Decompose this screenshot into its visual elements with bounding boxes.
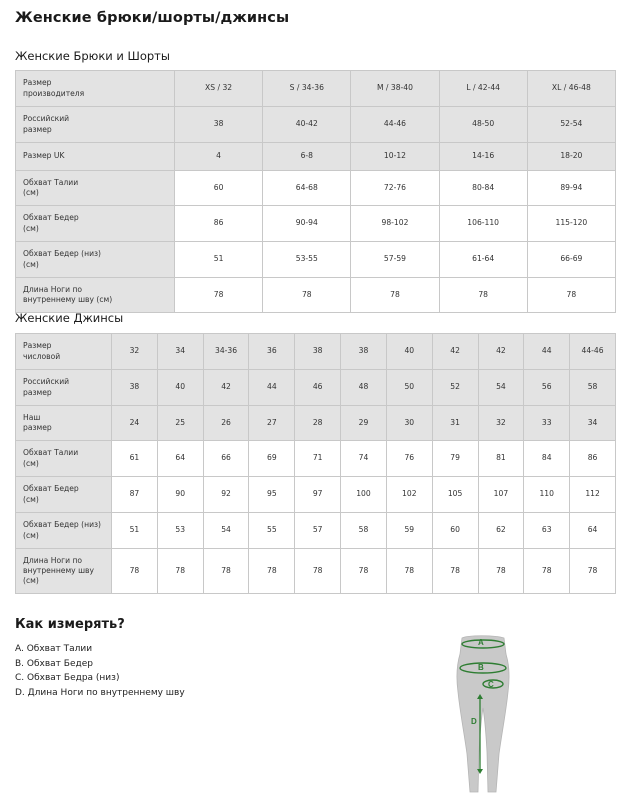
table-cell: 6-8 [263,143,351,171]
jeans-section-title: Женские Джинсы [15,311,124,325]
row-label-line: Обхват Бедер (низ) [23,520,102,530]
row-label [16,334,112,370]
pants-section-title: Женские Брюки и Шорты [15,49,170,63]
row-label [16,242,175,278]
table-cell: 59 [386,513,432,549]
table-cell: 60 [432,513,478,549]
table-cell: 102 [386,477,432,513]
row-label-line: Длина Ноги по [23,555,83,565]
table-cell: 57 [295,513,341,549]
table-cell: 84 [524,441,570,477]
table-row [16,513,616,549]
table-cell: 48-50 [439,107,527,143]
table-cell: 107 [478,477,524,513]
table-cell: 66 [203,441,249,477]
row-label-line: Обхват Талии [23,177,79,187]
table-row [16,370,616,406]
table-cell: 115-120 [527,206,615,242]
row-label-line: (см) [23,188,39,197]
table-cell: 112 [570,477,616,513]
table-cell: 98-102 [351,206,439,242]
row-label-line: Длина Ноги по [23,284,83,294]
table-cell: 44-46 [351,107,439,143]
table-cell: 34 [157,334,203,370]
table-cell: 78 [386,549,432,594]
table-cell: 78 [432,549,478,594]
table-cell: 44 [249,370,295,406]
table-cell: 106-110 [439,206,527,242]
row-label [16,549,112,594]
row-label [16,441,112,477]
row-label [16,71,175,107]
table-cell: 55 [249,513,295,549]
table-cell: 30 [386,406,432,441]
row-label-line: (см) [23,530,39,540]
table-cell: 78 [157,549,203,594]
table-cell: 86 [570,441,616,477]
row-label [16,513,112,549]
table-row [16,278,616,313]
table-cell: 60 [175,171,263,206]
table-cell: 89-94 [527,171,615,206]
table-cell: 81 [478,441,524,477]
row-label-line: числовой [23,351,61,361]
table-cell: 78 [203,549,249,594]
label-d: D [471,717,477,726]
table-cell: 53-55 [263,242,351,278]
table-cell: 110 [524,477,570,513]
page-title: Женские брюки/шорты/джинсы [15,10,290,26]
table-cell: 27 [249,406,295,441]
table-cell: 105 [432,477,478,513]
row-label-line: Обхват Бедер [23,213,79,223]
table-cell: 78 [351,278,439,313]
table-cell: 78 [341,549,387,594]
table-cell: 86 [175,206,263,242]
label-b: B [478,663,484,672]
table-cell: XL / 46-48 [527,71,615,107]
row-label-line: Российский [23,114,70,124]
table-cell: 32 [112,334,158,370]
measurement-item-c: C. Обхват Бедра (низ) [15,673,120,684]
table-cell: 76 [386,441,432,477]
table-cell: 52 [432,370,478,406]
row-label-line: внутреннему шву [23,565,95,575]
table-cell: 36 [249,334,295,370]
table-cell: 54 [478,370,524,406]
jeans-size-table [15,333,616,594]
row-label [16,143,175,171]
table-cell: 80-84 [439,171,527,206]
pants-size-table [15,70,616,313]
table-cell: 52-54 [527,107,615,143]
table-row [16,171,616,206]
table-cell: 61-64 [439,242,527,278]
table-row [16,71,616,107]
measurement-list [15,642,185,701]
table-cell: 38 [112,370,158,406]
table-cell: 97 [295,477,341,513]
table-cell: 78 [478,549,524,594]
row-label-line: Размер UK [23,151,65,161]
table-cell: 78 [249,549,295,594]
table-cell: 87 [112,477,158,513]
table-row [16,549,616,594]
table-cell: 29 [341,406,387,441]
table-cell: 92 [203,477,249,513]
table-cell: 51 [112,513,158,549]
body-silhouette [457,636,509,792]
table-cell: L / 42-44 [439,71,527,107]
table-cell: 78 [295,549,341,594]
row-label-line: Обхват Бедер [23,484,79,494]
table-cell: 95 [249,477,295,513]
table-cell: 42 [432,334,478,370]
table-cell: 58 [570,370,616,406]
row-label-line: (см) [23,223,39,233]
table-cell: 10-12 [351,143,439,171]
table-row [16,334,616,370]
row-label [16,206,175,242]
row-label-line: Обхват Бедер (низ) [23,249,102,259]
table-row [16,477,616,513]
measurement-item-a: A. Обхват Талии [15,644,93,654]
table-cell: 61 [112,441,158,477]
table-cell: 18-20 [527,143,615,171]
table-cell: 38 [341,334,387,370]
table-cell: 14-16 [439,143,527,171]
table-cell: XS / 32 [175,71,263,107]
table-cell: M / 38-40 [351,71,439,107]
table-row [16,441,616,477]
table-cell: 25 [157,406,203,441]
row-label-line: (см) [23,576,39,586]
row-label-line: Обхват Талии [23,448,79,458]
table-cell: 78 [175,278,263,313]
table-row [16,242,616,278]
table-cell: 38 [175,107,263,143]
table-cell: 24 [112,406,158,441]
table-cell: 34 [570,406,616,441]
table-cell: 48 [341,370,387,406]
table-cell: 34-36 [203,334,249,370]
row-label [16,406,112,441]
table-cell: 57-59 [351,242,439,278]
table-cell: 78 [570,549,616,594]
how-to-measure-title: Как измерять? [15,617,125,632]
table-cell: 28 [295,406,341,441]
table-cell: 100 [341,477,387,513]
table-cell: 74 [341,441,387,477]
row-label-line: Российский [23,377,70,387]
table-cell: 26 [203,406,249,441]
row-label-line: Размер [23,341,52,351]
table-cell: 54 [203,513,249,549]
table-row [16,206,616,242]
measurement-figure [440,632,530,798]
table-cell: 53 [157,513,203,549]
table-cell: 64 [570,513,616,549]
table-row [16,406,616,441]
row-label [16,171,175,206]
row-label-line: внутреннему шву (см) [23,295,113,304]
row-label-line: размер [23,124,52,134]
table-cell: 69 [249,441,295,477]
table-cell: 56 [524,370,570,406]
table-cell: 90 [157,477,203,513]
row-label [16,477,112,513]
table-cell: 42 [203,370,249,406]
table-cell: 33 [524,406,570,441]
table-row [16,143,616,171]
table-cell: 42 [478,334,524,370]
table-cell: 78 [524,549,570,594]
table-cell: S / 34-36 [263,71,351,107]
table-cell: 64 [157,441,203,477]
row-label-line: производителя [23,88,85,98]
label-c: C [488,680,494,689]
legs-illustration [440,632,530,798]
table-cell: 78 [112,549,158,594]
label-a: A [478,638,484,647]
table-cell: 40-42 [263,107,351,143]
table-cell: 62 [478,513,524,549]
table-cell: 72-76 [351,171,439,206]
table-cell: 90-94 [263,206,351,242]
table-cell: 71 [295,441,341,477]
table-cell: 32 [478,406,524,441]
row-label [16,370,112,406]
measurement-item-d: D. Длина Ноги по внутреннему шву [15,688,185,699]
table-cell: 58 [341,513,387,549]
row-label-line: Наш [23,412,41,422]
table-row [16,107,616,143]
table-cell: 78 [439,278,527,313]
table-cell: 66-69 [527,242,615,278]
table-cell: 4 [175,143,263,171]
table-cell: 38 [295,334,341,370]
row-label-line: Размер [23,78,52,88]
row-label-line: (см) [23,494,39,504]
table-cell: 63 [524,513,570,549]
table-cell: 40 [157,370,203,406]
table-cell: 44 [524,334,570,370]
table-cell: 46 [295,370,341,406]
table-cell: 44-46 [570,334,616,370]
row-label-line: (см) [23,458,39,468]
table-cell: 78 [263,278,351,313]
measurement-item-b: B. Обхват Бедер [15,658,93,669]
table-cell: 64-68 [263,171,351,206]
table-cell: 31 [432,406,478,441]
table-cell: 40 [386,334,432,370]
table-cell: 79 [432,441,478,477]
row-label-line: размер [23,387,52,397]
row-label [16,107,175,143]
row-label [16,278,175,313]
table-cell: 50 [386,370,432,406]
row-label-line: (см) [23,259,39,269]
table-cell: 51 [175,242,263,278]
table-cell: 78 [527,278,615,313]
row-label-line: размер [23,423,52,432]
